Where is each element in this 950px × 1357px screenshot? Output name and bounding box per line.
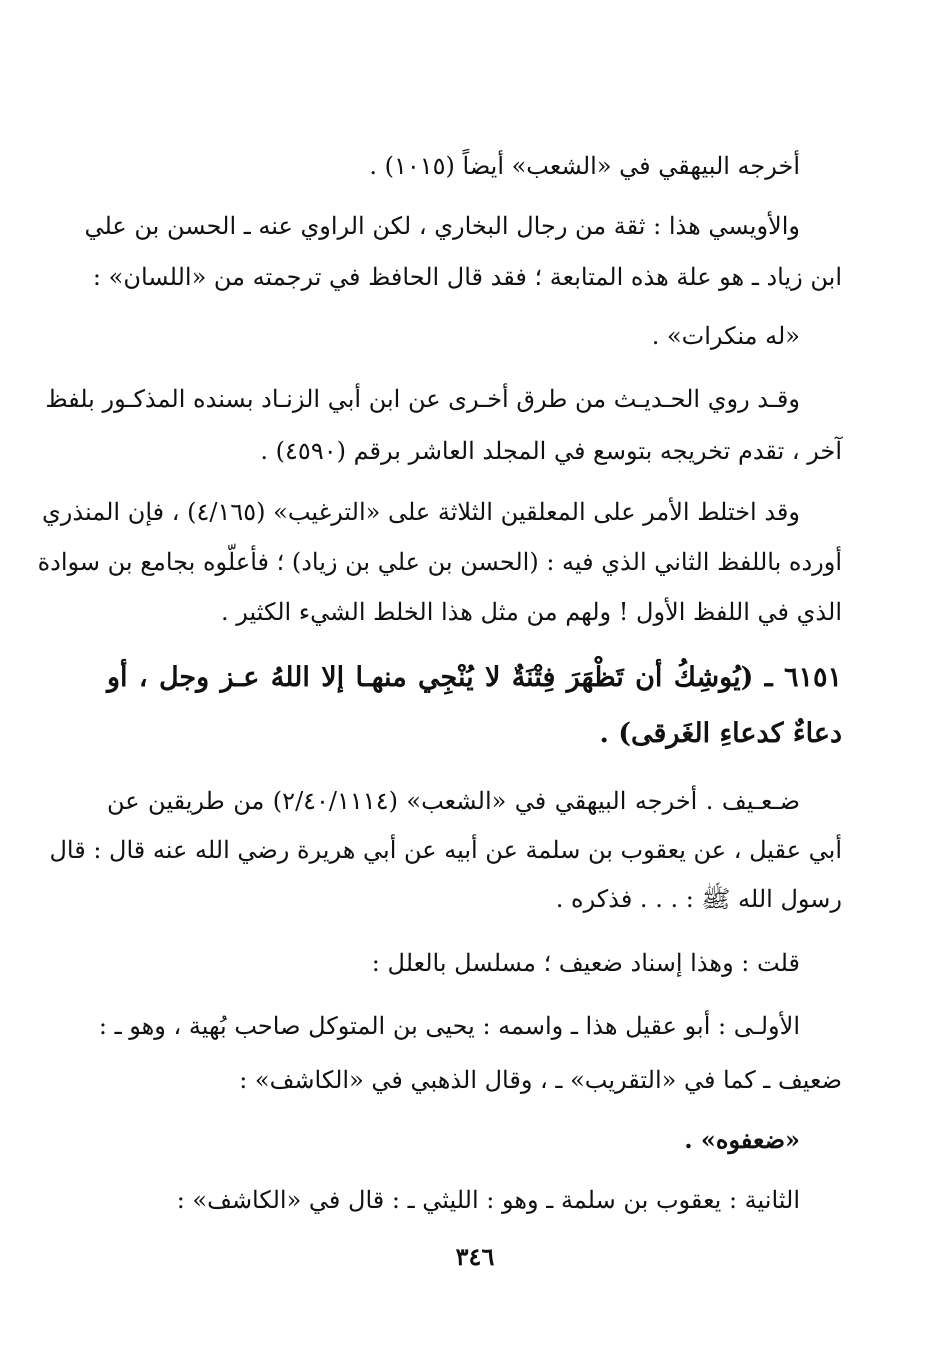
text-line: ضعيف ـ كما في «التقريب» ـ ، وقال الذهبي في «الكاشف» : xyxy=(239,1066,842,1094)
text-line: ضـعـيف . أخرجه البيهقي في «الشعب» (٢/٤٠/١١١٤) من طريقين عن xyxy=(107,787,801,815)
text-line: أخرجه البيهقي في «الشعب» أيضاً (١٠١٥) . xyxy=(369,152,800,180)
text-line: الذي في اللفظ الأول ! ولهم من مثل هذا الخلط الشيء الكثير . xyxy=(221,598,842,626)
text-line: الثانية : يعقوب بن سلمة ـ وهو : الليثي ـ : قال في «الكاشف» : xyxy=(176,1186,800,1214)
text-line: وقـد روي الحـديـث من طرق أخـرى عن ابن أبي الزنـاد بسنده المذكـور بلفظ xyxy=(45,385,800,413)
text-line: قلت : وهذا إسناد ضعيف ؛ مسلسل بالعلل : xyxy=(371,949,800,977)
page-number: ٣٤٦ xyxy=(455,1242,495,1271)
text-line: ابن زياد ـ هو علة هذه المتابعة ؛ فقد قال الحافظ في ترجمته من «اللسان» : xyxy=(92,263,842,291)
text-line: «له منكرات» . xyxy=(651,322,800,350)
text-line: رسول الله ﷺ : . . . فذكره . xyxy=(555,885,842,913)
text-line: الأولـى : أبو عقيل هذا ـ واسمه : يحيى بن المتوكل صاحب بُهية ، وهو ـ : xyxy=(98,1012,800,1040)
text-line: آخر ، تقدم تخريجه بتوسع في المجلد العاشر برقم (٤٥٩٠) . xyxy=(260,437,842,465)
text-line: وقد اختلط الأمر على المعلقين الثلاثة على «الترغيب» (٤/١٦٥) ، فإن المنذري xyxy=(42,498,800,526)
text-line: والأويسي هذا : ثقة من رجال البخاري ، لكن الراوي عنه ـ الحسن بن علي xyxy=(84,212,800,240)
text-line: «ضعفوه» . xyxy=(684,1125,800,1154)
hadith-heading-line: دعاءٌ كدعاءِ الغَرقى) . xyxy=(599,718,842,749)
text-line: أورده باللفظ الثاني الذي فيه : (الحسن بن علي بن زياد) ؛ فأعلّوه بجامع بن سوادة xyxy=(37,548,842,576)
hadith-heading-line: ٦١٥١ ـ (يُوشِكُ أن تَظْهَرَ فِتْنَةٌ لا يُنْجِي منهـا إلا اللهُ عـز وجل ، أو xyxy=(107,662,842,693)
text-line: أبي عقيل ، عن يعقوب بن سلمة عن أبيه عن أبي هريرة رضي الله عنه قال : قال xyxy=(49,836,842,864)
